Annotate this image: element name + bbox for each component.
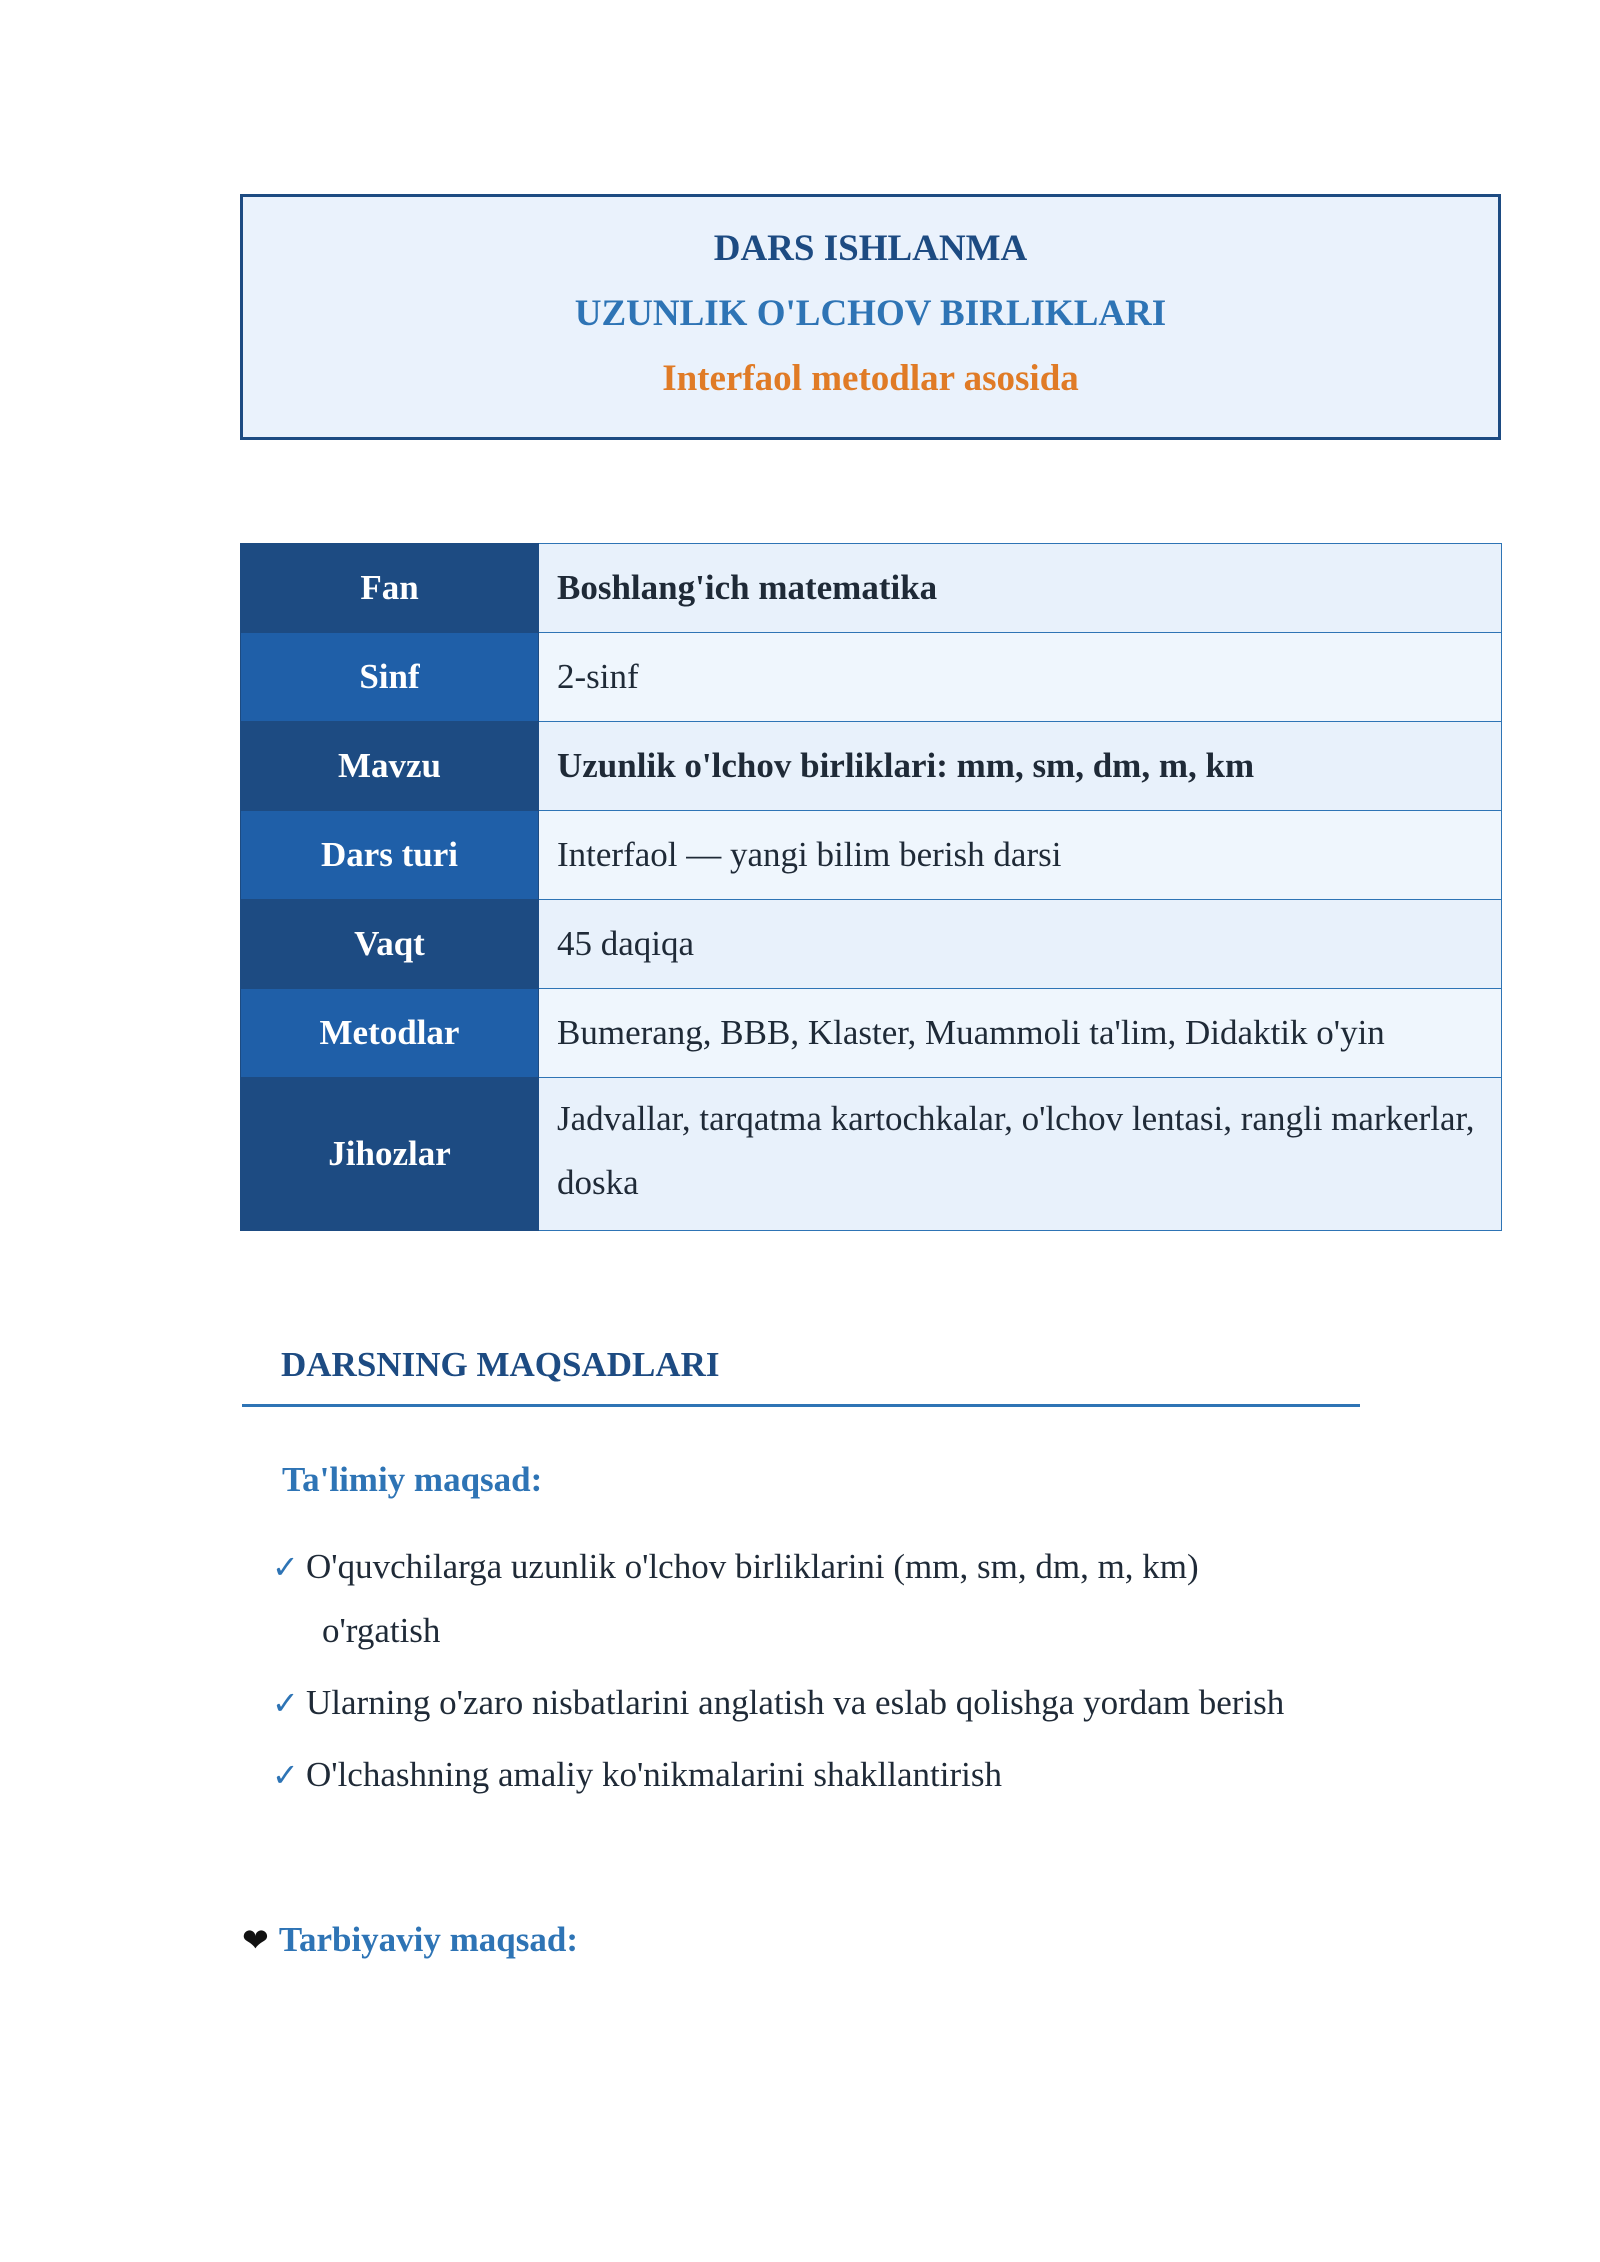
- info-value-vaqt: 45 daqiqa: [539, 900, 1502, 989]
- info-key-mavzu: Mavzu: [241, 722, 539, 811]
- section-divider: [242, 1404, 1360, 1407]
- title-box: [240, 194, 1501, 440]
- goal-text-continued: o'rgatish: [322, 1611, 441, 1650]
- talimiy-heading: Ta'limiy maqsad:: [282, 1460, 543, 1499]
- checkmark-icon: ✓: [272, 1549, 299, 1585]
- info-key-dars-turi: Dars turi: [241, 811, 539, 900]
- table-row: [241, 722, 1502, 811]
- info-value-fan: Boshlang'ich matematika: [539, 544, 1502, 633]
- table-row: [241, 811, 1502, 900]
- info-value-sinf: 2-sinf: [539, 633, 1502, 722]
- tarbiyaviy-heading-row: [242, 1920, 578, 1960]
- talimiy-goal-list: [270, 1535, 1390, 1815]
- tarbiyaviy-heading: Tarbiyaviy maqsad:: [278, 1920, 579, 1959]
- table-row: [241, 1078, 1502, 1231]
- table-row: [241, 544, 1502, 633]
- checkmark-icon: ✓: [272, 1757, 299, 1793]
- info-value-jihozlar: Jadvallar, tarqatma kartochkalar, o'lchov lentasi, rangli markerlar, doska: [539, 1078, 1502, 1231]
- lesson-subtitle: Interfaol metodlar asosida: [662, 358, 1079, 399]
- document-title: DARS ISHLANMA: [713, 228, 1028, 269]
- section-heading-goals: DARSNING MAQSADLARI: [281, 1345, 720, 1384]
- info-value-mavzu: Uzunlik o'lchov birliklari: mm, sm, dm, m, km: [539, 722, 1502, 811]
- list-item: [270, 1535, 1390, 1663]
- info-value-metodlar: Bumerang, BBB, Klaster, Muammoli ta'lim, Didaktik o'yin: [539, 989, 1502, 1078]
- goal-text: O'quvchilarga uzunlik o'lchov birliklarini (mm, sm, dm, m, km): [306, 1547, 1199, 1586]
- goal-text: Ularning o'zaro nisbatlarini anglatish va eslab qolishga yordam berish: [306, 1683, 1285, 1722]
- table-row: [241, 900, 1502, 989]
- checkmark-icon: ✓: [272, 1685, 299, 1721]
- goal-text: O'lchashning amaliy ko'nikmalarini shakllantirish: [306, 1755, 1002, 1794]
- list-item: [270, 1671, 1390, 1735]
- lesson-info-table: [240, 543, 1502, 1231]
- table-row: [241, 633, 1502, 722]
- info-key-vaqt: Vaqt: [241, 900, 539, 989]
- info-key-jihozlar: Jihozlar: [241, 1078, 539, 1231]
- info-key-fan: Fan: [241, 544, 539, 633]
- table-row: [241, 989, 1502, 1078]
- list-item: [270, 1743, 1390, 1807]
- heart-icon: ❤: [242, 1921, 269, 1959]
- lesson-topic: UZUNLIK O'LCHOV BIRLIKLARI: [574, 293, 1167, 334]
- info-key-metodlar: Metodlar: [241, 989, 539, 1078]
- info-value-dars-turi: Interfaol — yangi bilim berish darsi: [539, 811, 1502, 900]
- info-key-sinf: Sinf: [241, 633, 539, 722]
